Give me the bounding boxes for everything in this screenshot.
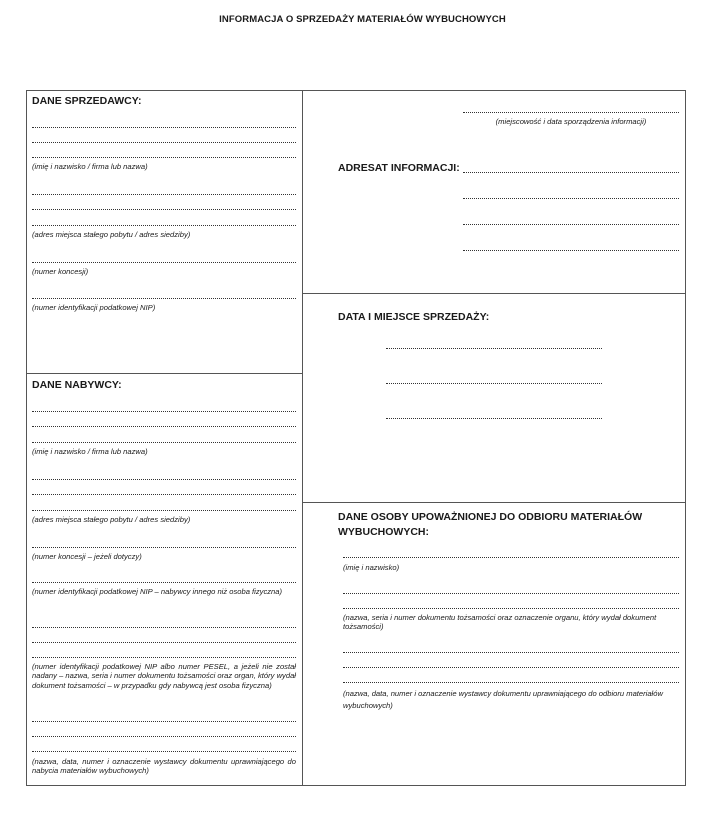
buyer-license-caption: (numer koncesji – jeżeli dotyczy)	[32, 552, 142, 561]
column-divider	[302, 90, 303, 786]
recipient-field-4[interactable]	[463, 250, 679, 251]
buyer-address-caption: (adres miejsca stałego pobytu / adres siedziby)	[32, 515, 191, 524]
buyer-address-field-1[interactable]	[32, 479, 296, 480]
recipient-field-2[interactable]	[463, 198, 679, 199]
buyer-person-id-field-3[interactable]	[32, 657, 296, 658]
authorized-id-caption: (nazwa, seria i numer dokumentu tożsamości oraz oznaczenie organu, który wydał dokument tożsamości)	[343, 613, 657, 632]
recipient-sale-divider	[302, 293, 686, 294]
seller-address-field-1[interactable]	[32, 194, 296, 195]
seller-license-field[interactable]	[32, 262, 296, 263]
authorized-id-field-1[interactable]	[343, 593, 679, 594]
recipient-heading: ADRESAT INFORMACJI:	[338, 162, 460, 174]
buyer-name-field-3[interactable]	[32, 442, 296, 443]
buyer-name-field-2[interactable]	[32, 426, 296, 427]
sale-heading: DATA I MIEJSCE SPRZEDAŻY:	[338, 311, 490, 323]
place-date-field[interactable]	[463, 112, 679, 113]
buyer-heading: DANE NABYWCY:	[32, 379, 122, 391]
seller-name-field-3[interactable]	[32, 157, 296, 158]
authorized-permit-caption: (nazwa, data, numer i oznaczenie wystawcy dokumentu uprawniającego do odbioru materiałów wybuchowych)	[343, 689, 663, 710]
seller-address-field-3[interactable]	[32, 225, 296, 226]
seller-nip-caption: (numer identyfikacji podatkowej NIP)	[32, 303, 156, 312]
buyer-permit-caption: (nazwa, data, numer i oznaczenie wystawcy dokumentu uprawniającego do nabycia materiałów wybuchowych)	[32, 757, 296, 776]
buyer-nip-field[interactable]	[32, 582, 296, 583]
buyer-license-field[interactable]	[32, 547, 296, 548]
seller-buyer-divider	[26, 373, 302, 374]
buyer-permit-field-3[interactable]	[32, 751, 296, 752]
seller-name-caption: (imię i nazwisko / firma lub nazwa)	[32, 162, 148, 171]
buyer-permit-field-2[interactable]	[32, 736, 296, 737]
seller-address-caption: (adres miejsca stałego pobytu / adres siedziby)	[32, 230, 191, 239]
buyer-permit-field-1[interactable]	[32, 721, 296, 722]
sale-field-2[interactable]	[386, 383, 602, 384]
buyer-name-caption: (imię i nazwisko / firma lub nazwa)	[32, 447, 148, 456]
buyer-nip-caption: (numer identyfikacji podatkowej NIP – nabywcy innego niż osoba fizyczna)	[32, 587, 283, 596]
authorized-permit-field-1[interactable]	[343, 652, 679, 653]
authorized-name-caption: (imię i nazwisko)	[343, 563, 400, 572]
buyer-person-id-caption: (numer identyfikacji podatkowej NIP albo numer PESEL, a jeżeli nie został nadany – nazwa, seria i numer dokumentu tożsamości oraz organ, który wydał dokument tożsamości – w przypadku gdy nabywcą jest osoba fizyczna)	[32, 662, 296, 690]
buyer-address-field-2[interactable]	[32, 494, 296, 495]
recipient-field-1[interactable]	[463, 172, 679, 173]
buyer-address-field-3[interactable]	[32, 510, 296, 511]
seller-address-field-2[interactable]	[32, 209, 296, 210]
seller-name-field-2[interactable]	[32, 142, 296, 143]
document-title: INFORMACJA O SPRZEDAŻY MATERIAŁÓW WYBUCHOWYCH	[219, 14, 506, 25]
buyer-person-id-field-2[interactable]	[32, 642, 296, 643]
sale-field-1[interactable]	[386, 348, 602, 349]
recipient-field-3[interactable]	[463, 224, 679, 225]
seller-license-caption: (numer koncesji)	[32, 267, 89, 276]
sale-authorized-divider	[302, 502, 686, 503]
authorized-permit-field-3[interactable]	[343, 682, 679, 683]
authorized-heading: DANE OSOBY UPOWAŻNIONEJ DO ODBIORU MATERIAŁÓW WYBUCHOWYCH:	[338, 511, 643, 538]
authorized-permit-field-2[interactable]	[343, 667, 679, 668]
sale-field-3[interactable]	[386, 418, 602, 419]
buyer-person-id-field-1[interactable]	[32, 627, 296, 628]
authorized-id-field-2[interactable]	[343, 608, 679, 609]
place-date-caption: (miejscowość i data sporządzenia informacji)	[495, 117, 647, 126]
authorized-name-field[interactable]	[343, 557, 679, 558]
seller-nip-field[interactable]	[32, 298, 296, 299]
seller-name-field-1[interactable]	[32, 127, 296, 128]
seller-heading: DANE SPRZEDAWCY:	[32, 95, 142, 107]
buyer-name-field-1[interactable]	[32, 411, 296, 412]
